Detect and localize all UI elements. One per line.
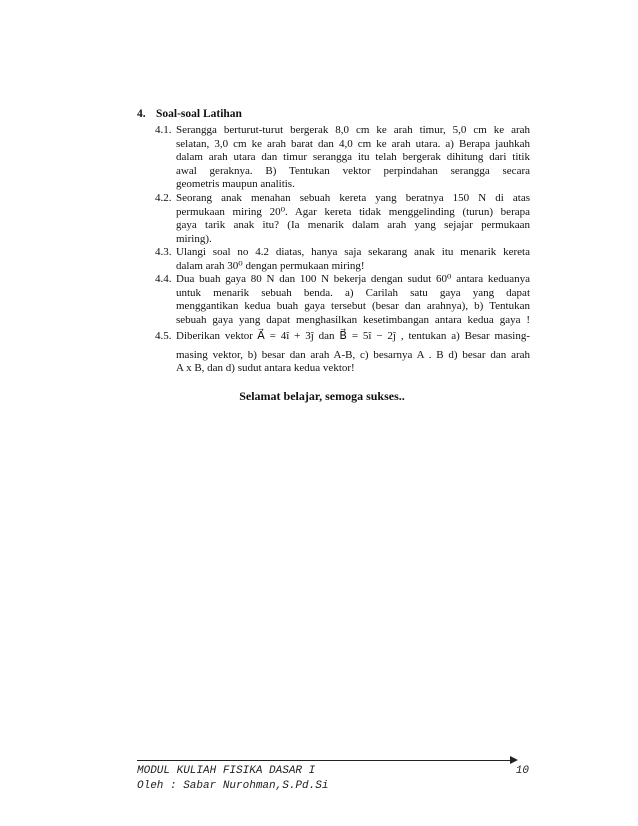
exercise-line: miring). bbox=[176, 232, 212, 245]
exercise-item bbox=[155, 330, 530, 376]
page-footer bbox=[137, 764, 529, 794]
exercise-item bbox=[155, 246, 530, 273]
exercise-label: 4.1. bbox=[155, 124, 172, 136]
exercise-line: untuk menarik sebuah benda. a) Carilah satu gaya yang dapat bbox=[176, 286, 530, 299]
exercise-label: 4.5. bbox=[155, 330, 172, 342]
exercise-label: 4.4. bbox=[155, 273, 172, 285]
exercise-text: Seorang anak menahan sebuah kereta yang beratnya 150 N di atas bbox=[176, 192, 530, 204]
exercise-line: menggantikan kedua buah gaya tersebut (besar dan arahnya), b) Tentukan bbox=[176, 300, 530, 312]
exercise-item bbox=[155, 273, 530, 327]
footer-author: Oleh : Sabar Nurohman,S.Pd.Si bbox=[137, 780, 329, 792]
exercise-line: permukaan miring 20⁰. Agar kereta tidak menggelinding (turun) berapa bbox=[176, 205, 530, 218]
footer-arrow-icon bbox=[510, 756, 518, 764]
exercise-label: 4.2. bbox=[155, 192, 172, 204]
footer-row bbox=[137, 779, 529, 794]
exercise-item bbox=[155, 124, 530, 192]
exercise-label: 4.3. bbox=[155, 246, 172, 258]
exercise-line: gaya tarik anak itu? (Ia menarik dalam arah yang sejajar permukaan bbox=[176, 219, 530, 231]
exercise-line: masing vektor, b) besar dan arah A-B, c) besarnya A . B d) besar dan arah bbox=[176, 348, 530, 361]
exercise-text: Diberikan vektor A⃗ = 4î + 3ĵ dan B⃗ = 5î − 2ĵ , tentukan a) Besar masing- bbox=[176, 330, 530, 342]
exercise-item bbox=[155, 192, 530, 246]
page-number: 10 bbox=[515, 765, 529, 777]
exercise-text: Ulangi soal no 4.2 diatas, hanya saja sekarang anak itu menarik kereta bbox=[176, 246, 530, 258]
footer-module-title: MODUL KULIAH FISIKA DASAR I bbox=[137, 765, 316, 777]
exercise-line bbox=[155, 124, 530, 138]
exercise-line bbox=[155, 330, 530, 344]
exercise-line bbox=[155, 192, 530, 206]
exercise-line: dalam arah utara dan timur serangga itu telah bergerak dihitung dari titik bbox=[176, 151, 530, 163]
section-heading bbox=[137, 108, 242, 120]
section-title: Soal-soal Latihan bbox=[156, 108, 242, 120]
exercise-line: geometris maupun analitis. bbox=[176, 178, 295, 190]
exercise-line: A x B, dan d) sudut antara kedua vektor! bbox=[176, 362, 355, 374]
exercise-line bbox=[155, 273, 530, 287]
exercise-text: Serangga berturut-turut bergerak 8,0 cm ke arah timur, 5,0 cm ke arah bbox=[176, 124, 530, 136]
footer-row bbox=[137, 764, 529, 779]
closing-message: Selamat belajar, semoga sukses.. bbox=[239, 389, 405, 403]
section-number: 4. bbox=[137, 108, 146, 120]
exercise-line: awal geraknya. B) Tentukan vektor perpindahan serangga secara bbox=[176, 164, 530, 177]
exercise-text: Dua buah gaya 80 N dan 100 N bekerja dengan sudut 60⁰ antara keduanya bbox=[176, 273, 530, 285]
exercise-line: selatan, 3,0 cm ke arah barat dan 4,0 cm ke arah utara. a) Berapa jauhkah bbox=[176, 137, 530, 150]
exercise-line: sebuah gaya yang dapat menghasilkan kesetimbangan antara kedua gaya ! bbox=[176, 313, 530, 326]
exercise-line: dalam arah 30⁰ dengan permukaan miring! bbox=[176, 259, 365, 272]
footer-rule bbox=[137, 760, 514, 761]
exercise-line bbox=[155, 246, 530, 260]
